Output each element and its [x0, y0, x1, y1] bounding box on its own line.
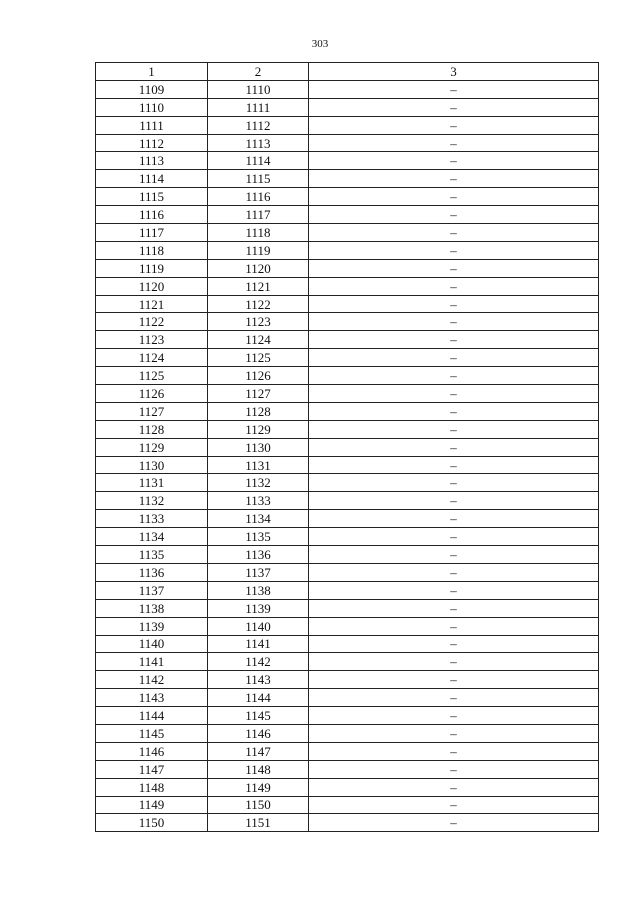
table-cell-col-3: – [309, 653, 599, 671]
table-cell-col-1: 1147 [96, 760, 208, 778]
table-cell-col-3: – [309, 474, 599, 492]
table-row [96, 760, 599, 778]
table-cell-col-3: – [309, 385, 599, 403]
table-cell-col-1: 1121 [96, 295, 208, 313]
table-cell-col-1: 1120 [96, 277, 208, 295]
table-cell-col-2: 1128 [208, 402, 309, 420]
table-row [96, 224, 599, 242]
table-cell-col-1: 1143 [96, 689, 208, 707]
table-cell-col-2: 1151 [208, 814, 309, 832]
table-cell-col-3: – [309, 492, 599, 510]
table-cell-col-1: 1142 [96, 671, 208, 689]
table-cell-col-3: – [309, 206, 599, 224]
table-row [96, 331, 599, 349]
table-cell-col-2: 1150 [208, 796, 309, 814]
table-cell-col-1: 1117 [96, 224, 208, 242]
table-cell-col-3: – [309, 796, 599, 814]
table-cell-col-3: – [309, 402, 599, 420]
table-row [96, 671, 599, 689]
table-cell-col-1: 1140 [96, 635, 208, 653]
table-cell-col-2: 1112 [208, 116, 309, 134]
table-cell-col-3: – [309, 170, 599, 188]
table-cell-col-3: – [309, 349, 599, 367]
table-row [96, 546, 599, 564]
table-cell-col-3: – [309, 563, 599, 581]
table-cell-col-3: – [309, 188, 599, 206]
column-header-2: 2 [208, 63, 309, 81]
page-number: 303 [311, 38, 329, 50]
table-cell-col-2: 1118 [208, 224, 309, 242]
table-cell-col-2: 1135 [208, 528, 309, 546]
table-cell-col-3: – [309, 778, 599, 796]
table-cell-col-1: 1136 [96, 563, 208, 581]
table-row [96, 313, 599, 331]
table-cell-col-2: 1127 [208, 385, 309, 403]
table-cell-col-1: 1131 [96, 474, 208, 492]
column-header-1: 1 [96, 63, 208, 81]
table-cell-col-3: – [309, 116, 599, 134]
table-cell-col-3: – [309, 331, 599, 349]
table-cell-col-1: 1118 [96, 241, 208, 259]
table-cell-col-3: – [309, 313, 599, 331]
table-cell-col-1: 1133 [96, 510, 208, 528]
table-cell-col-1: 1113 [96, 152, 208, 170]
table-cell-col-2: 1123 [208, 313, 309, 331]
table-row [96, 438, 599, 456]
table-row [96, 277, 599, 295]
table-cell-col-2: 1136 [208, 546, 309, 564]
table-row [96, 778, 599, 796]
table-row [96, 689, 599, 707]
table-cell-col-1: 1139 [96, 617, 208, 635]
table-cell-col-2: 1132 [208, 474, 309, 492]
table-cell-col-3: – [309, 241, 599, 259]
table-cell-col-2: 1149 [208, 778, 309, 796]
table-row [96, 134, 599, 152]
table-cell-col-1: 1115 [96, 188, 208, 206]
table-cell-col-2: 1140 [208, 617, 309, 635]
table-row [96, 152, 599, 170]
table-row [96, 528, 599, 546]
table-cell-col-1: 1112 [96, 134, 208, 152]
table-cell-col-3: – [309, 546, 599, 564]
table-cell-col-3: – [309, 707, 599, 725]
table-cell-col-1: 1123 [96, 331, 208, 349]
table-cell-col-2: 1146 [208, 724, 309, 742]
table-cell-col-2: 1126 [208, 367, 309, 385]
table-row [96, 581, 599, 599]
table-row [96, 241, 599, 259]
table-cell-col-1: 1132 [96, 492, 208, 510]
table-cell-col-1: 1128 [96, 420, 208, 438]
table-cell-col-3: – [309, 420, 599, 438]
table-cell-col-1: 1129 [96, 438, 208, 456]
table-row [96, 456, 599, 474]
table-cell-col-1: 1146 [96, 742, 208, 760]
table-row [96, 402, 599, 420]
table-cell-col-2: 1114 [208, 152, 309, 170]
table-cell-col-2: 1117 [208, 206, 309, 224]
table-cell-col-2: 1111 [208, 98, 309, 116]
table-row [96, 510, 599, 528]
table-row [96, 635, 599, 653]
table-cell-col-2: 1142 [208, 653, 309, 671]
table-row [96, 170, 599, 188]
table-cell-col-2: 1122 [208, 295, 309, 313]
table-cell-col-3: – [309, 689, 599, 707]
table-row [96, 420, 599, 438]
table-cell-col-3: – [309, 152, 599, 170]
table-cell-col-1: 1119 [96, 259, 208, 277]
table-cell-col-1: 1138 [96, 599, 208, 617]
table-cell-col-1: 1134 [96, 528, 208, 546]
table-cell-col-1: 1150 [96, 814, 208, 832]
table-cell-col-1: 1114 [96, 170, 208, 188]
table-row [96, 724, 599, 742]
table-row [96, 599, 599, 617]
table-cell-col-1: 1144 [96, 707, 208, 725]
table-cell-col-2: 1138 [208, 581, 309, 599]
table-cell-col-2: 1120 [208, 259, 309, 277]
table-cell-col-3: – [309, 510, 599, 528]
table-cell-col-3: – [309, 724, 599, 742]
table-row [96, 295, 599, 313]
table-cell-col-1: 1111 [96, 116, 208, 134]
table-cell-col-2: 1130 [208, 438, 309, 456]
table-row [96, 188, 599, 206]
table-cell-col-3: – [309, 456, 599, 474]
table-cell-col-3: – [309, 760, 599, 778]
table-cell-col-3: – [309, 224, 599, 242]
table-cell-col-2: 1143 [208, 671, 309, 689]
table-cell-col-3: – [309, 528, 599, 546]
table-cell-col-2: 1148 [208, 760, 309, 778]
table-cell-col-2: 1141 [208, 635, 309, 653]
table-cell-col-3: – [309, 599, 599, 617]
table-row [96, 563, 599, 581]
table-cell-col-1: 1124 [96, 349, 208, 367]
table-row [96, 367, 599, 385]
table-cell-col-1: 1137 [96, 581, 208, 599]
table-cell-col-3: – [309, 635, 599, 653]
table-cell-col-1: 1135 [96, 546, 208, 564]
table-cell-col-3: – [309, 295, 599, 313]
table-cell-col-3: – [309, 277, 599, 295]
table-cell-col-1: 1122 [96, 313, 208, 331]
table-header-row [96, 63, 599, 81]
table-row [96, 742, 599, 760]
table-row [96, 98, 599, 116]
table-cell-col-2: 1144 [208, 689, 309, 707]
table-cell-col-1: 1127 [96, 402, 208, 420]
table-cell-col-3: – [309, 98, 599, 116]
table-row [96, 474, 599, 492]
table-cell-col-2: 1124 [208, 331, 309, 349]
column-header-3: 3 [309, 63, 599, 81]
table-cell-col-2: 1131 [208, 456, 309, 474]
table-row [96, 707, 599, 725]
table-cell-col-3: – [309, 80, 599, 98]
table-cell-col-3: – [309, 671, 599, 689]
table-cell-col-2: 1113 [208, 134, 309, 152]
table-row [96, 617, 599, 635]
table-cell-col-1: 1141 [96, 653, 208, 671]
table-cell-col-1: 1148 [96, 778, 208, 796]
table-cell-col-2: 1110 [208, 80, 309, 98]
data-table [95, 62, 599, 832]
table-cell-col-3: – [309, 367, 599, 385]
table-cell-col-2: 1133 [208, 492, 309, 510]
table-cell-col-2: 1129 [208, 420, 309, 438]
table-cell-col-1: 1116 [96, 206, 208, 224]
table-cell-col-2: 1115 [208, 170, 309, 188]
table-row [96, 814, 599, 832]
table-row [96, 653, 599, 671]
table-row [96, 796, 599, 814]
table-cell-col-3: – [309, 581, 599, 599]
table-row [96, 206, 599, 224]
table-cell-col-1: 1126 [96, 385, 208, 403]
table-row [96, 492, 599, 510]
table-cell-col-1: 1149 [96, 796, 208, 814]
table-cell-col-2: 1116 [208, 188, 309, 206]
table-cell-col-2: 1134 [208, 510, 309, 528]
table-cell-col-1: 1110 [96, 98, 208, 116]
table-cell-col-3: – [309, 814, 599, 832]
table-cell-col-2: 1145 [208, 707, 309, 725]
table-cell-col-1: 1109 [96, 80, 208, 98]
table-cell-col-3: – [309, 134, 599, 152]
table-cell-col-1: 1125 [96, 367, 208, 385]
table-row [96, 116, 599, 134]
table-cell-col-3: – [309, 742, 599, 760]
table-row [96, 259, 599, 277]
table-row [96, 80, 599, 98]
table-cell-col-2: 1121 [208, 277, 309, 295]
table-cell-col-3: – [309, 259, 599, 277]
table-cell-col-3: – [309, 438, 599, 456]
table-row [96, 349, 599, 367]
table-body [96, 80, 599, 831]
table-cell-col-1: 1145 [96, 724, 208, 742]
table-cell-col-2: 1125 [208, 349, 309, 367]
table-cell-col-2: 1119 [208, 241, 309, 259]
table-cell-col-2: 1137 [208, 563, 309, 581]
table-cell-col-2: 1139 [208, 599, 309, 617]
table-cell-col-2: 1147 [208, 742, 309, 760]
table-cell-col-1: 1130 [96, 456, 208, 474]
table-cell-col-3: – [309, 617, 599, 635]
table-row [96, 385, 599, 403]
